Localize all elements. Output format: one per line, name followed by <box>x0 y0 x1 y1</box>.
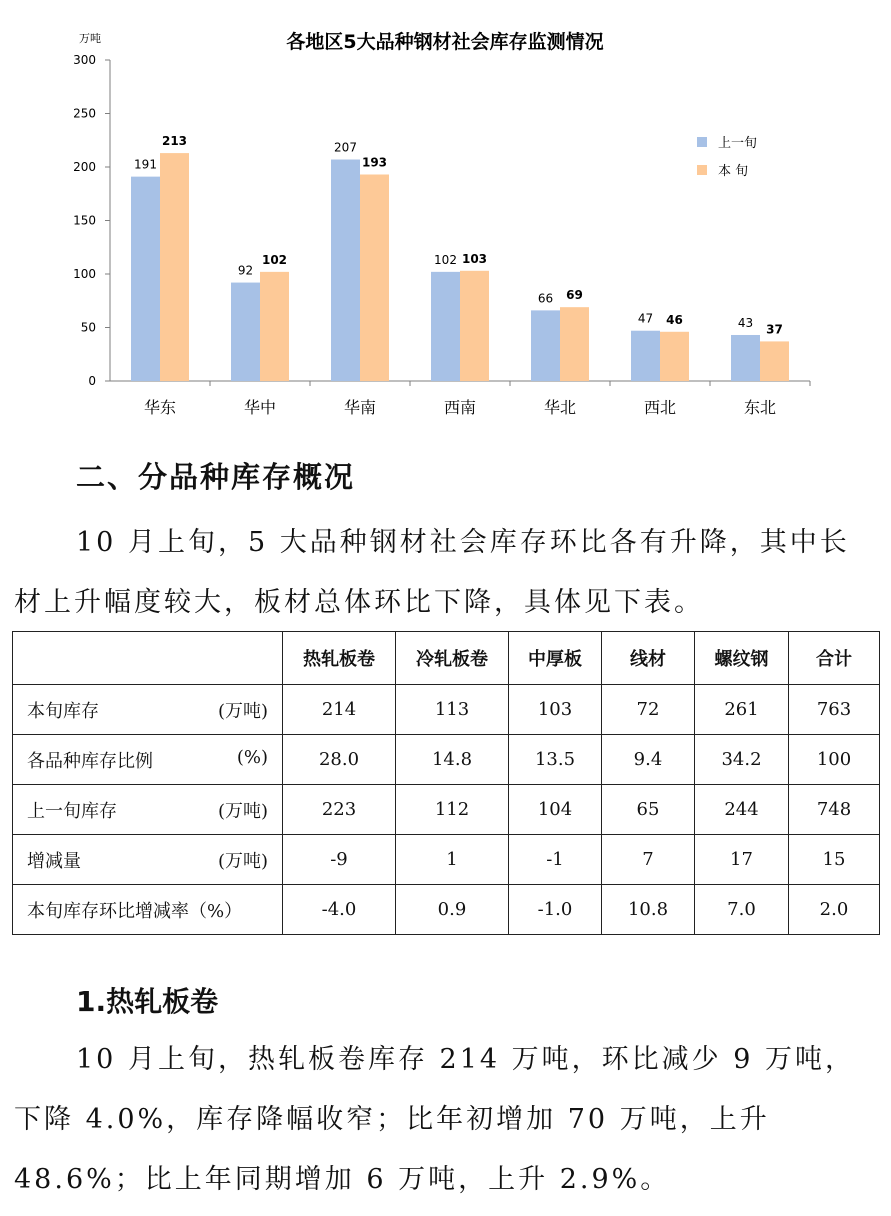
paragraph-hot-rolled-text: 10 月上旬，热轧板卷库存 214 万吨，环比减少 9 万吨，下降 4.0%，库存降幅收窄；比年初增加 70 万吨，上升 48.6%；比上年同期增加 6 万吨，上升 2.9%。 <box>14 1044 855 1195</box>
legend-label: 上一旬 <box>718 136 758 151</box>
data-label: 193 <box>361 155 388 170</box>
row-label-text: 上一旬库存 <box>27 800 117 822</box>
data-label: 213 <box>161 134 188 149</box>
section-heading: 二、分品种库存概况 <box>76 460 356 494</box>
x-tick-label: 西南 <box>443 398 477 417</box>
y-tick-label: 0 <box>88 374 96 388</box>
bar-current-period <box>160 153 189 381</box>
table-cell: 113 <box>396 685 509 735</box>
table-cell: 763 <box>789 685 880 735</box>
row-unit: (%) <box>236 746 268 768</box>
table-header-cell: 螺纹钢 <box>695 632 789 685</box>
bar-current-period <box>260 272 289 381</box>
table-header-cell <box>13 632 283 685</box>
table-header-cell: 热轧板卷 <box>283 632 396 685</box>
table-cell: 100 <box>789 735 880 785</box>
bar-current-period <box>460 271 489 381</box>
bar-current-period <box>760 341 789 381</box>
table-cell: 223 <box>283 785 396 835</box>
data-label: 191 <box>134 157 157 172</box>
row-unit: (万吨) <box>217 850 268 872</box>
table-row <box>13 885 880 935</box>
bar-previous-period <box>131 177 160 381</box>
bar-current-period <box>660 332 689 381</box>
table-cell: -9 <box>283 835 396 885</box>
legend-label: 本 旬 <box>718 164 749 179</box>
table-cell: 1 <box>396 835 509 885</box>
x-tick-label: 东北 <box>743 398 777 417</box>
y-tick-label: 300 <box>73 53 96 67</box>
chart-legend <box>697 136 757 179</box>
paragraph-overview <box>14 513 871 633</box>
data-label: 66 <box>537 291 554 306</box>
table-cell: 748 <box>789 785 880 835</box>
bar-previous-period <box>531 310 560 381</box>
data-label: 92 <box>237 263 254 278</box>
row-unit: (万吨) <box>217 700 268 722</box>
table-cell: 103 <box>509 685 602 735</box>
row-label <box>13 785 283 835</box>
y-tick-label: 50 <box>80 320 96 335</box>
table-row <box>13 835 880 885</box>
bar-previous-period <box>431 272 460 381</box>
table-cell: 14.8 <box>396 735 509 785</box>
table-cell: 0.9 <box>396 885 509 935</box>
row-label <box>13 835 283 885</box>
table-header-cell: 冷轧板卷 <box>396 632 509 685</box>
table-cell: 13.5 <box>509 735 602 785</box>
inventory-bar-chart <box>0 0 891 440</box>
table-cell: 7 <box>602 835 695 885</box>
x-tick-label: 华东 <box>143 398 177 417</box>
x-tick-label: 华中 <box>243 398 277 417</box>
row-label-text: 增减量 <box>27 850 81 872</box>
y-tick-label: 100 <box>73 267 96 281</box>
table-row <box>13 685 880 735</box>
chart-title: 各地区5大品种钢材社会库存监测情况 <box>286 31 604 53</box>
bar-previous-period <box>331 160 360 381</box>
table-cell: 244 <box>695 785 789 835</box>
data-label: 47 <box>637 311 654 326</box>
table-cell: 65 <box>602 785 695 835</box>
data-label: 37 <box>766 322 783 337</box>
y-axis-unit-label: 万吨 <box>79 32 101 45</box>
table-cell: 34.2 <box>695 735 789 785</box>
data-label: 103 <box>461 251 488 266</box>
row-label-text: 本旬库存 <box>27 700 99 722</box>
table-cell: 112 <box>396 785 509 835</box>
legend-swatch <box>697 137 707 147</box>
table-cell: 15 <box>789 835 880 885</box>
bar-current-period <box>560 307 589 381</box>
table-row <box>13 735 880 785</box>
table-row <box>13 785 880 835</box>
row-label-text: 本旬库存环比增减率（%） <box>27 900 243 922</box>
bar-current-period <box>360 174 389 381</box>
bar-previous-period <box>731 335 760 381</box>
data-label: 69 <box>566 288 583 303</box>
table-cell: 9.4 <box>602 735 695 785</box>
bar-previous-period <box>231 283 260 381</box>
row-label <box>13 685 283 735</box>
paragraph-hot-rolled <box>14 1030 871 1210</box>
x-tick-label: 华北 <box>543 398 577 417</box>
y-tick-label: 250 <box>73 106 96 121</box>
table-cell: 214 <box>283 685 396 735</box>
data-label: 102 <box>434 252 457 267</box>
data-label: 46 <box>666 312 683 327</box>
row-label <box>13 885 283 935</box>
paragraph-overview-text: 10 月上旬，5 大品种钢材社会库存环比各有升降，其中长材上升幅度较大，板材总体环比下降，具体见下表。 <box>14 527 850 618</box>
table-header-row <box>13 632 880 685</box>
sub-heading: 1.热轧板卷 <box>76 985 219 1018</box>
data-label: 207 <box>334 140 357 155</box>
table-cell: -4.0 <box>283 885 396 935</box>
table-cell: 2.0 <box>789 885 880 935</box>
row-unit: (万吨) <box>217 800 268 822</box>
row-label-text: 各品种库存比例 <box>27 750 153 772</box>
table-header-cell: 线材 <box>602 632 695 685</box>
chart-bars <box>131 153 789 381</box>
table-cell: 104 <box>509 785 602 835</box>
table-cell: 7.0 <box>695 885 789 935</box>
table-cell: -1.0 <box>509 885 602 935</box>
table-header-cell: 合计 <box>789 632 880 685</box>
table-cell: 28.0 <box>283 735 396 785</box>
x-tick-label: 华南 <box>343 398 377 417</box>
legend-swatch <box>697 165 707 175</box>
table-cell: 17 <box>695 835 789 885</box>
table-header-cell: 中厚板 <box>509 632 602 685</box>
table-cell: 72 <box>602 685 695 735</box>
table-cell: 10.8 <box>602 885 695 935</box>
x-tick-label: 西北 <box>643 398 677 417</box>
y-tick-label: 200 <box>73 160 96 174</box>
table-cell: 261 <box>695 685 789 735</box>
data-label: 43 <box>737 315 754 330</box>
inventory-table <box>12 631 880 935</box>
table-cell: -1 <box>509 835 602 885</box>
y-tick-label: 150 <box>73 213 96 228</box>
bar-previous-period <box>631 331 660 381</box>
data-label: 102 <box>261 252 288 267</box>
row-label <box>13 735 283 785</box>
